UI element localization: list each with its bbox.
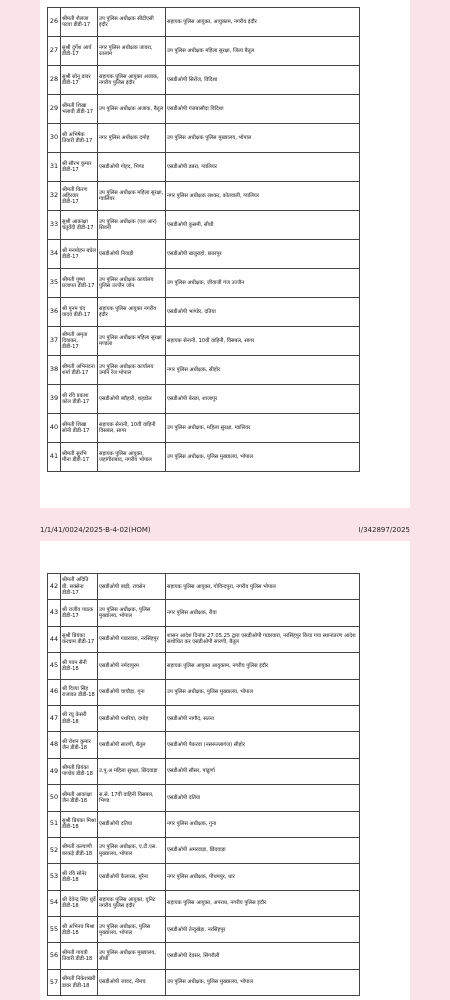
current-posting: सहायक पुलिस आयुक्त, जहांगीराबाद, नगरीय भोपाल — [98, 443, 166, 472]
row-number: 46 — [48, 679, 61, 705]
new-posting: एसडीओपी सौसर, पांढुर्णा — [166, 758, 360, 784]
current-posting: सहायक पुलिस आयुक्त नगरीय इंदौर — [98, 298, 166, 327]
officer-name: श्रीमती शैलजा पटवा डीडी-17 — [61, 8, 98, 37]
table-row — [48, 385, 360, 414]
new-posting: उप पुलिस अधीक्षक पुलिस मुख्यालय, भोपाल — [166, 124, 360, 153]
transfer-table-bottom — [47, 573, 360, 996]
officer-name: श्री पूनम चंद यादव डीडी-17 — [61, 298, 98, 327]
new-posting: सहायक पुलिस आयुक्त, अपराध, नगरीय पुलिस इंदौर — [166, 890, 360, 916]
row-number: 38 — [48, 356, 61, 385]
current-posting: एसडीओपी दतिया — [98, 811, 166, 837]
new-posting: एसडीओपी तेन्दूखेड़ा, नरसिंहपुर — [166, 917, 360, 943]
table-row — [48, 414, 360, 443]
officer-name: श्री अभिनव मिश्रा डीडी-18 — [61, 917, 98, 943]
current-posting: उप पुलिस अधीक्षक महिला सुरक्षा मण्डला — [98, 327, 166, 356]
table-row — [48, 653, 360, 679]
new-posting: उप पुलिस अधीक्षक, जीवाजी गंज उज्जैन — [166, 269, 360, 298]
current-posting: उ.पु.अ महिला सुरक्षा, छिंदवाड़ा — [98, 758, 166, 784]
new-posting: एसडीओपी अमरवाड़ा, छिंदवाड़ा — [166, 837, 360, 863]
row-number: 34 — [48, 240, 61, 269]
row-number: 48 — [48, 732, 61, 758]
row-number: 56 — [48, 943, 61, 969]
row-number: 57 — [48, 969, 61, 995]
file-number: I/342897/2025 — [358, 526, 410, 534]
row-number: 49 — [48, 758, 61, 784]
current-posting: एसडीओपी नर्मदापुरम — [98, 653, 166, 679]
table-row — [48, 66, 360, 95]
current-posting: एसडीओपी सारणी, बैतूल — [98, 732, 166, 758]
officer-name: श्री रवि सोनेर डीडी-18 — [61, 864, 98, 890]
officer-name: सुश्री प्रियंका करचाम डीडी-17 — [61, 626, 98, 652]
row-number: 37 — [48, 327, 61, 356]
officer-name: श्री रघु केसरी डीडी-18 — [61, 705, 98, 731]
current-posting: एसडीओपी बाड़ी, रायसेन — [98, 574, 166, 600]
table-row — [48, 327, 360, 356]
officer-name: श्रीमती अमृता दिवाकर, डीडी-17 — [61, 327, 98, 356]
officer-name: श्रीमती अदिति बी. सक्सेना डीडी-17 — [61, 574, 98, 600]
current-posting: एसडीओपी चाचौड़ा, गुना — [98, 679, 166, 705]
officer-name: श्रीमती कल्याणी बरकड़े डीडी-18 — [61, 837, 98, 863]
officer-name: सुश्री दुर्गेश आर्य डीडी-17 — [61, 37, 98, 66]
row-number: 29 — [48, 95, 61, 124]
current-posting: एसडीओपी निवाड़ी — [98, 240, 166, 269]
new-posting: नगर पुलिस अधीक्षक, रीवा — [166, 600, 360, 626]
table-row — [48, 705, 360, 731]
table-row — [48, 864, 360, 890]
officer-name: श्रीमती शिखा भलावी डीडी-17 — [61, 95, 98, 124]
officer-name: श्रीमती पुष्पा प्रजापत डीडी-17 — [61, 269, 98, 298]
current-posting: एसडीओपी गोहद, भिण्ड — [98, 153, 166, 182]
officer-name: श्री देवेन्द्र सिंह धुर्वे डीडी-18 — [61, 890, 98, 916]
new-posting: एसडीओपी देवसर, सिंगरौली — [166, 943, 360, 969]
officer-name: श्री अभिषेक तिवारी डीडी-17 — [61, 124, 98, 153]
row-number: 45 — [48, 653, 61, 679]
current-posting: एसडीओपी जावद, नीमच — [98, 969, 166, 995]
row-number: 33 — [48, 211, 61, 240]
table-row — [48, 969, 360, 995]
officer-name: श्रीमती किरण अहिरवार डीडी-17 — [61, 182, 98, 211]
new-posting: सहायक पुलिस आयुक्त, गोविन्दपुरा, नगरीय पुलिस भोपाल — [166, 574, 360, 600]
new-posting: सहायक पुलिस आयुक्त, आयुक्तम, नगरीय इंदौर — [166, 8, 360, 37]
row-number: 35 — [48, 269, 61, 298]
officer-name: श्रीमती शिखा सोनी डीडी-17 — [61, 414, 98, 443]
officer-name: सुश्री आकांक्षा चतुर्वेदी डीडी-17 — [61, 211, 98, 240]
officer-name: श्री दिव्या सिंह राजावत डीडी-18 — [61, 679, 98, 705]
row-number: 51 — [48, 811, 61, 837]
new-posting: नगर पुलिस अधीक्षक, पीथमपुर, धार — [166, 864, 360, 890]
table-row — [48, 758, 360, 784]
table-row — [48, 240, 360, 269]
row-number: 31 — [48, 153, 61, 182]
table-row — [48, 443, 360, 472]
table-row — [48, 890, 360, 916]
current-posting: उप पुलिस अधीक्षक अजाक, बैतूल — [98, 95, 166, 124]
new-posting: नगर पुलिस अधीक्षक, गुना — [166, 811, 360, 837]
officer-name: श्रीमती सुरभि मीना डीडी-17 — [61, 443, 98, 472]
row-number: 36 — [48, 298, 61, 327]
current-posting: उप पुलिस अधीक्षक कार्यालय उमनि रेंज भोपाल — [98, 356, 166, 385]
row-number: 54 — [48, 890, 61, 916]
officer-name: सुश्री सोनू डावर डीडी-17 — [61, 66, 98, 95]
officer-name: श्रीमती गायत्री तिवारी डीडी-18 — [61, 943, 98, 969]
new-posting: सहायक सेनानी, 10वीं वाहिनी, विसबल, सागर — [166, 327, 360, 356]
new-posting: सहायक पुलिस आयुक्त आयुक्तम, नगरीय पुलिस इंदौर — [166, 653, 360, 679]
row-number: 43 — [48, 600, 61, 626]
row-number: 50 — [48, 785, 61, 811]
table-row — [48, 153, 360, 182]
officer-name: श्री सौरभ कुमार डीडी-17 — [61, 153, 98, 182]
transfer-table-top — [47, 7, 360, 472]
current-posting: उप पुलिस अधीक्षक (एल आर) सिवनी — [98, 211, 166, 240]
table-row — [48, 785, 360, 811]
table-row — [48, 211, 360, 240]
table-row — [48, 298, 360, 327]
table-row — [48, 837, 360, 863]
current-posting: उप पुलिस अधीक्षक महिला सुरक्षा, ग्वालियर — [98, 182, 166, 211]
new-posting: उप पुलिस अधीक्षक, पुलिस मुख्यालय, भोपाल — [166, 443, 360, 472]
officer-name: श्री रोशन कुमार जैन डीडी-18 — [61, 732, 98, 758]
new-posting: एसडीओपी डबरा, ग्वालियर — [166, 153, 360, 182]
case-number: 1/1/41/0024/2025-B-4-02(HOM) — [40, 526, 151, 534]
table-row — [48, 124, 360, 153]
row-number: 30 — [48, 124, 61, 153]
table-row — [48, 356, 360, 385]
row-number: 28 — [48, 66, 61, 95]
officer-name: श्री रवि प्रकाश कोल डीडी-17 — [61, 385, 98, 414]
table-row — [48, 626, 360, 652]
new-posting: शासन आदेश दिनांक 27.05.25 द्वारा एसडीओपी गाडरवारा, नरसिंहपुर किया गया स्थानांतरण आदेश संशोधित कर एसडीओपी सारणी, बैतूल — [166, 626, 360, 652]
current-posting: उप पुलिस अधीक्षक, पुलिस मुख्यालय, भोपाल — [98, 600, 166, 626]
current-posting: नगर पुलिस अधीक्षक जावरा, रतलाम — [98, 37, 166, 66]
table-row — [48, 182, 360, 211]
table-row — [48, 8, 360, 37]
row-number: 26 — [48, 8, 61, 37]
new-posting: नगर पुलिस अधीक्षक, सीहोर — [166, 356, 360, 385]
current-posting: एसडीओपी पथरिया, दमोह — [98, 705, 166, 731]
row-number: 39 — [48, 385, 61, 414]
new-posting: एसडीओपी भाण्डेर, दतिया — [166, 298, 360, 327]
new-posting: उप पुलिस अधीक्षक, महिला सुरक्षा, ग्वालियर — [166, 414, 360, 443]
row-number: 40 — [48, 414, 61, 443]
table-row — [48, 37, 360, 66]
officer-name: श्रीमती प्रियंका पाण्डेय डीडी-18 — [61, 758, 98, 784]
current-posting: स.से. 17वीं वाहिनी विसबल, भिण्ड — [98, 785, 166, 811]
table-row — [48, 600, 360, 626]
officer-name: सुश्री प्रियंका मिश्रा डीडी-18 — [61, 811, 98, 837]
officer-name: श्री राजीव पाठक डीडी-17 — [61, 600, 98, 626]
current-posting: एसडीओपी कैलारस, मुरैना — [98, 864, 166, 890]
new-posting: एसडीओपी खजुराहो, छतरपुर — [166, 240, 360, 269]
current-posting: उप पुलिस अधीक्षक, पुलिस मुख्यालय, भोपाल — [98, 917, 166, 943]
current-posting: उप पुलिस अधीक्षक मुख्यालय, सीधी — [98, 943, 166, 969]
row-number: 53 — [48, 864, 61, 890]
new-posting: उप पुलिस अधीक्षक, पुलिस मुख्यालय, भोपाल — [166, 679, 360, 705]
new-posting: एसडीओपी सिरोंज, विदिशा — [166, 66, 360, 95]
officer-name: श्रीमती निकेशखरी डावर डीडी-18 — [61, 969, 98, 995]
current-posting: उप पुलिस अधीक्षक सीटीएसी इंदौर — [98, 8, 166, 37]
current-posting: नगर पुलिस अधीक्षक दमोह — [98, 124, 166, 153]
table-row — [48, 269, 360, 298]
row-number: 52 — [48, 837, 61, 863]
new-posting: एसडीओपी नागौद, सतना — [166, 705, 360, 731]
row-number: 47 — [48, 705, 61, 731]
table-row — [48, 917, 360, 943]
current-posting: सहायक पुलिस आयुक्त, यूनिट नगरीय पुलिस इंदौर — [98, 890, 166, 916]
table-row — [48, 732, 360, 758]
new-posting: उप पुलिस अधीक्षक महिला सुरक्षा, जिला बैतूल — [166, 37, 360, 66]
officer-name: श्री मनमोहन बघेल डीडी-17 — [61, 240, 98, 269]
table-row — [48, 811, 360, 837]
table-row — [48, 574, 360, 600]
row-number: 55 — [48, 917, 61, 943]
new-posting: एसडीओपी गंजबासौदा विदिशा — [166, 95, 360, 124]
current-posting: उप पुलिस अधीक्षक कार्यालय पुलिस उज्जैन जोन — [98, 269, 166, 298]
new-posting: नगर पुलिस अधीक्षक लश्कर, कोतवाली, ग्वालियर — [166, 182, 360, 211]
current-posting: उप पुलिस अधीक्षक, ए.टी.एस. मुख्यालय, भोपाल — [98, 837, 166, 863]
row-number: 42 — [48, 574, 61, 600]
new-posting: उप पुलिस अधीक्षक, पुलिस मुख्यालय, भोपाल — [166, 969, 360, 995]
table-row — [48, 95, 360, 124]
current-posting: सहायक पुलिस आयुक्त अजाक, नगरीय पुलिस इंदौर — [98, 66, 166, 95]
page-header — [40, 523, 410, 537]
current-posting: एसडीओपी गाडरवारा, नरसिंहपुर — [98, 626, 166, 652]
table-row — [48, 679, 360, 705]
new-posting: एसडीओपी बेरछा, शाजापुर — [166, 385, 360, 414]
current-posting: सहायक सेनानी, 10वीं वाहिनी विसबल, सागर — [98, 414, 166, 443]
row-number: 27 — [48, 37, 61, 66]
new-posting: एसडीओपी पैकरवा (नसरूल्लागंज) सीहोर — [166, 732, 360, 758]
officer-name: श्रीमती आकांक्षा जैन डीडी-18 — [61, 785, 98, 811]
new-posting: एसडीओपी कुसमी, सीधी — [166, 211, 360, 240]
table-row — [48, 943, 360, 969]
new-posting: एसडीओपी दतिया — [166, 785, 360, 811]
row-number: 41 — [48, 443, 61, 472]
current-posting: एसडीओपी ब्यौहारी, शहडोल — [98, 385, 166, 414]
officer-name: श्रीमती अभिनंदना शर्मा डीडी-17 — [61, 356, 98, 385]
officer-name: श्री पवन सैनी डीडी-18 — [61, 653, 98, 679]
row-number: 44 — [48, 626, 61, 652]
row-number: 32 — [48, 182, 61, 211]
